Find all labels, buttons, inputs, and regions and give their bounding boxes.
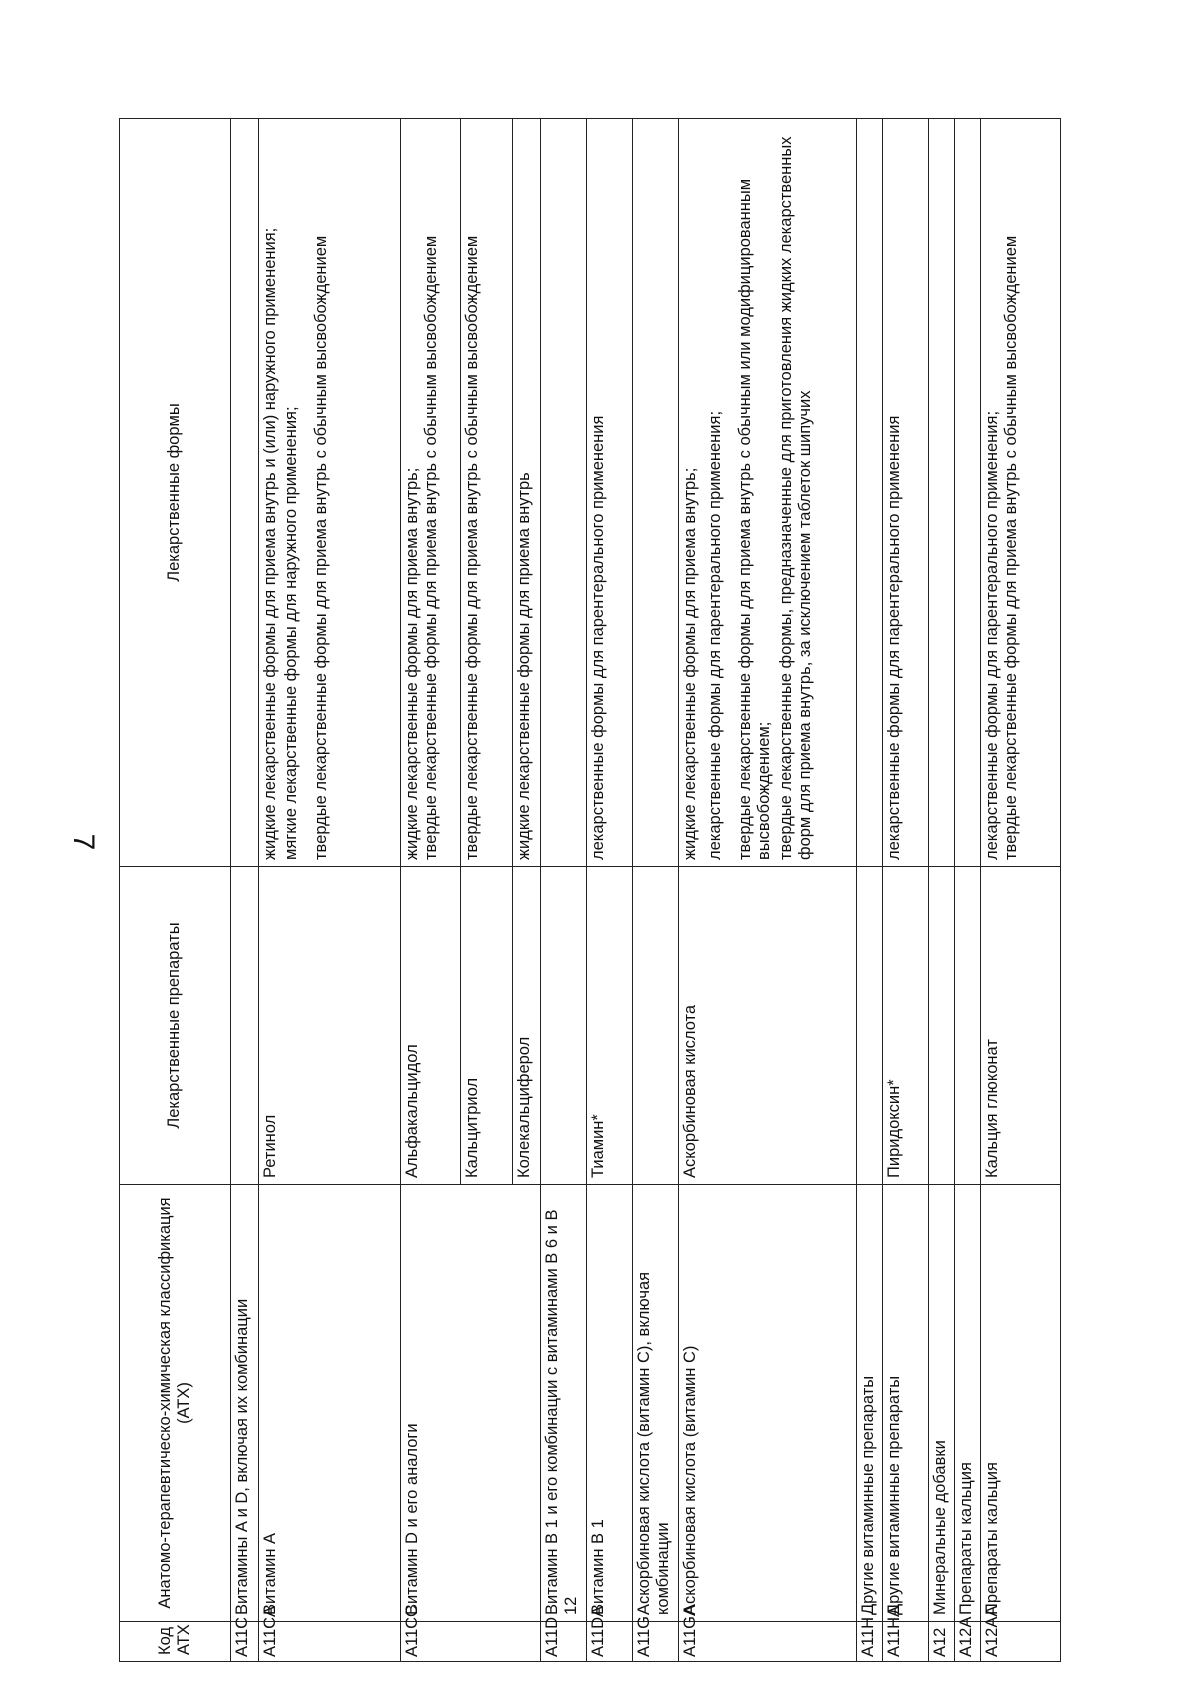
table-row [231,119,259,1662]
table-row [587,119,633,1662]
row-drug: Кальция глюконат [981,867,1061,1185]
row-code: A12 [929,1622,955,1662]
form-item: мягкие лекарственные формы для наружного применения; [282,406,301,860]
row-forms [259,119,401,867]
header-drugs: Лекарственные препараты [120,867,231,1185]
row-code: A11G [633,1622,679,1662]
table-header-row [120,119,231,1662]
row-classification: Витамин D и его аналоги [401,1185,541,1622]
table-row [857,119,883,1662]
table-row [633,119,679,1662]
row-code: A11CC [401,1622,541,1662]
row-drug: Альфакальцидол [401,867,461,1185]
table-row [541,119,587,1662]
table-row [401,119,461,1662]
row-drug [929,867,955,1185]
form-item: лекарственные формы для парентерального применения; [706,410,725,860]
row-forms [401,119,461,867]
row-code: A11C [231,1622,259,1662]
row-code: A11GA [679,1622,857,1662]
form-item: твердые лекарственные формы для приема внутрь с обычным или модифицированным высвобождением; [735,178,774,860]
drug-table-container [119,119,1053,1662]
row-classification: Другие витаминные препараты [857,1185,883,1622]
row-code: A12AA [981,1622,1061,1662]
row-classification [541,1185,587,1622]
row-classification: Минеральные добавки [929,1185,955,1622]
table-row [883,119,929,1662]
form-item: твердые лекарственные формы для приема внутрь с обычным высвобождением [1002,235,1021,860]
table-row [259,119,401,1662]
row-drug [857,867,883,1185]
form-item: твердые лекарственные формы для приема внутрь с обычным высвобождением [311,235,330,860]
classification-text: Витамин B 1 и его комбинации с витаминами B 6 и B 12 [543,1209,581,1615]
row-drug: Колекальциферол [513,867,541,1185]
table-row [929,119,955,1662]
row-forms [981,119,1061,867]
row-forms [883,119,929,867]
form-item: твердые лекарственные формы для приема внутрь с обычным высвобождением [422,235,441,860]
row-classification: Витамин A [259,1185,401,1622]
row-forms [231,119,259,867]
row-drug: Ретинол [259,867,401,1185]
row-classification: Аскорбиновая кислота (витамин C) [679,1185,857,1622]
page-number: 7 [67,833,100,851]
row-drug: Кальцитриол [461,867,513,1185]
row-classification: Витамин B 1 [587,1185,633,1622]
row-forms [633,119,679,867]
table-row [981,119,1061,1662]
row-forms [541,119,587,867]
row-classification: Другие витаминные препараты [883,1185,929,1622]
row-forms [857,119,883,867]
form-item: жидкие лекарственные формы для приема внутрь; [681,467,699,860]
row-code: A11HA [883,1622,929,1662]
row-drug: Пиридоксин* [883,867,929,1185]
row-forms [929,119,955,867]
form-item: лекарственные формы для парентерального применения; [983,410,1001,860]
form-item: твердые лекарственные формы, предназначенные для приготовления жидких лекарственных форм для приема внутрь, за исключением таблеток шипучих [776,136,815,860]
form-item: жидкие лекарственные формы для приема внутрь и (или) наружного применения; [261,227,279,860]
row-drug [541,867,587,1185]
row-code: A11DA [587,1622,633,1662]
form-item: жидкие лекарственные формы для приема внутрь [515,472,533,860]
drug-table [119,118,1061,1662]
row-code: A11CA [259,1622,401,1662]
row-drug: Аскорбиновая кислота [679,867,857,1185]
row-classification: Препараты кальция [955,1185,981,1622]
form-item: жидкие лекарственные формы для приема внутрь; [403,467,421,860]
row-drug [633,867,679,1185]
form-item: лекарственные формы для парентерального применения [885,415,903,860]
row-code: A11H [857,1622,883,1662]
form-item: твердые лекарственные формы для приема внутрь с обычным высвобождением [463,235,481,860]
row-forms [587,119,633,867]
row-classification: Витамины A и D, включая их комбинации [231,1185,259,1622]
row-code: A12A [955,1622,981,1662]
header-code: Код АТХ [120,1622,231,1662]
row-forms [955,119,981,867]
row-code: A11D [541,1622,587,1662]
header-classification: Анатомо-терапевтическо-химическая классификация (АТХ) [120,1185,231,1622]
row-forms [679,119,857,867]
row-forms [461,119,513,867]
header-forms: Лекарственные формы [120,119,231,867]
table-row [679,119,857,1662]
table-row [955,119,981,1662]
row-drug [955,867,981,1185]
row-classification: Препараты кальция [981,1185,1061,1622]
row-forms [513,119,541,867]
form-item: лекарственные формы для парентерального применения [589,415,607,860]
row-classification: Аскорбиновая кислота (витамин C), включая комбинации [633,1185,679,1622]
row-drug [231,867,259,1185]
row-drug: Тиамин* [587,867,633,1185]
